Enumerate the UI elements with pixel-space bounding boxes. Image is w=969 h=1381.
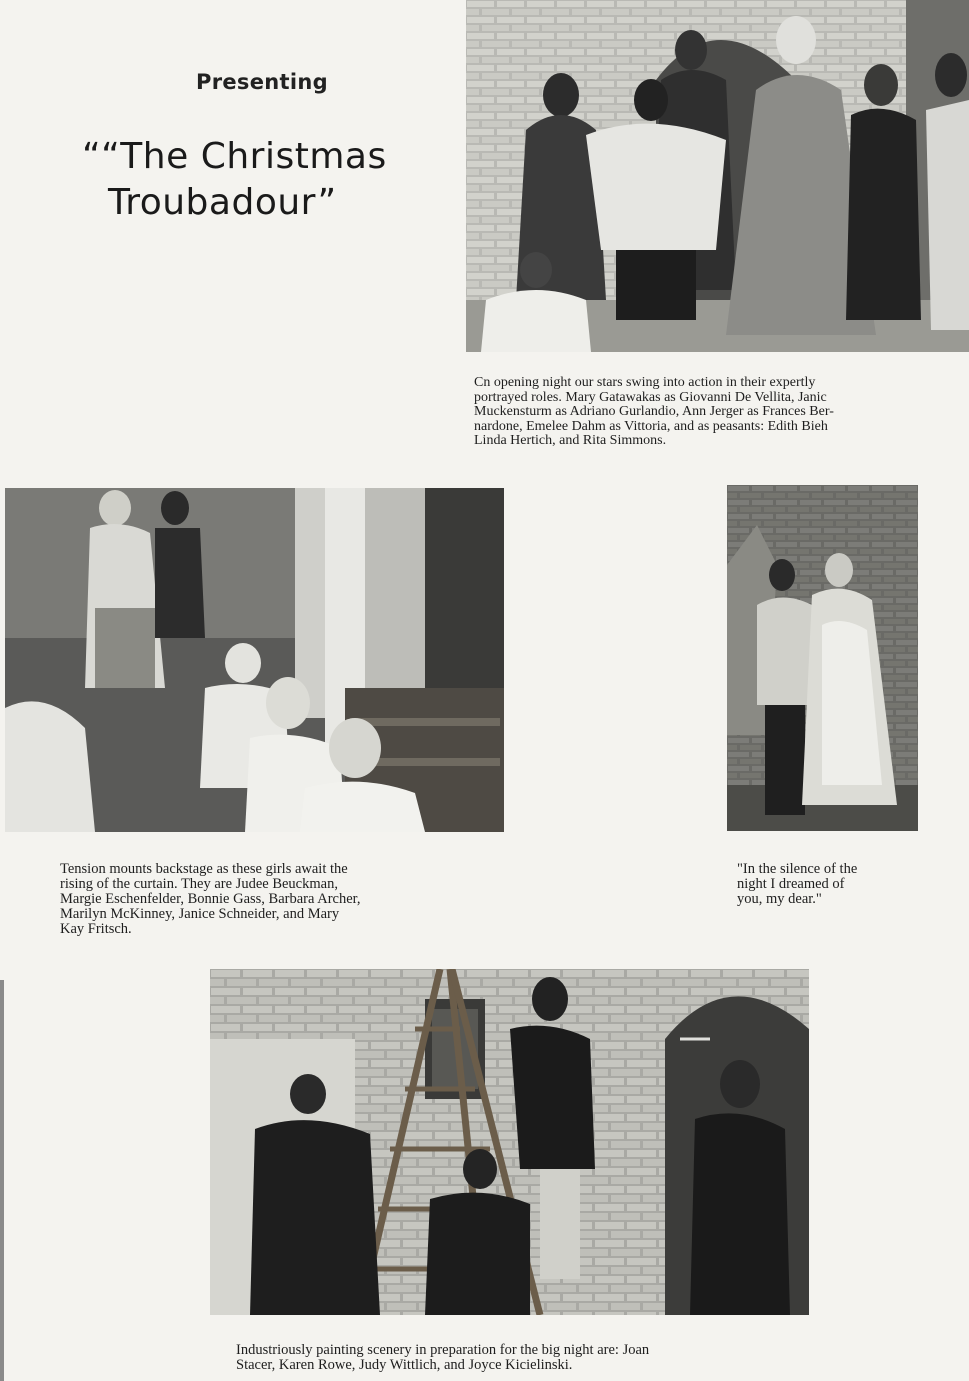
caption-stage-cast: Cn opening night our stars swing into action in their expertly portrayed roles. Mary Gatawakas as Giovanni De Vellita, Janic Muckensturm as Adriano Gurlandio, Ann Jerger as Frances Ber- nardone, Emelee Dahm as Vittoria, and as peasants: Edith Bieh Linda Hertich, and Rita Simmons. <box>474 375 834 448</box>
photo-backstage-image <box>5 488 504 832</box>
photo-painting-scenery-image <box>210 969 809 1315</box>
caption-duet: "In the silence of the night I dreamed of you, my dear." <box>737 861 858 907</box>
play-title-line-1: ““The Christmas <box>82 136 387 177</box>
photo-stage-cast-image <box>466 0 969 352</box>
photo-painting-scenery <box>210 969 809 1315</box>
play-title <box>82 134 422 226</box>
photo-stage-cast <box>466 0 969 352</box>
photo-duet-image <box>727 485 918 831</box>
photo-duet <box>727 485 918 831</box>
play-title-line-2: Troubadour” <box>108 182 337 223</box>
caption-painting-scenery: Industriously painting scenery in preparation for the big night are: Joan Stacer, Karen Rowe, Judy Wittlich, and Joyce Kicielinski. <box>236 1342 650 1373</box>
presenting-heading: Presenting <box>196 70 328 94</box>
photo-backstage <box>5 488 504 832</box>
caption-backstage: Tension mounts backstage as these girls await the rising of the curtain. They are Judee Beuckman, Margie Eschenfelder, Bonnie Gass, Barbara Archer, Marilyn McKinney, Janice Schneider, and Mary Kay Fritsch. <box>60 861 361 937</box>
page-edge-shadow <box>0 980 4 1381</box>
